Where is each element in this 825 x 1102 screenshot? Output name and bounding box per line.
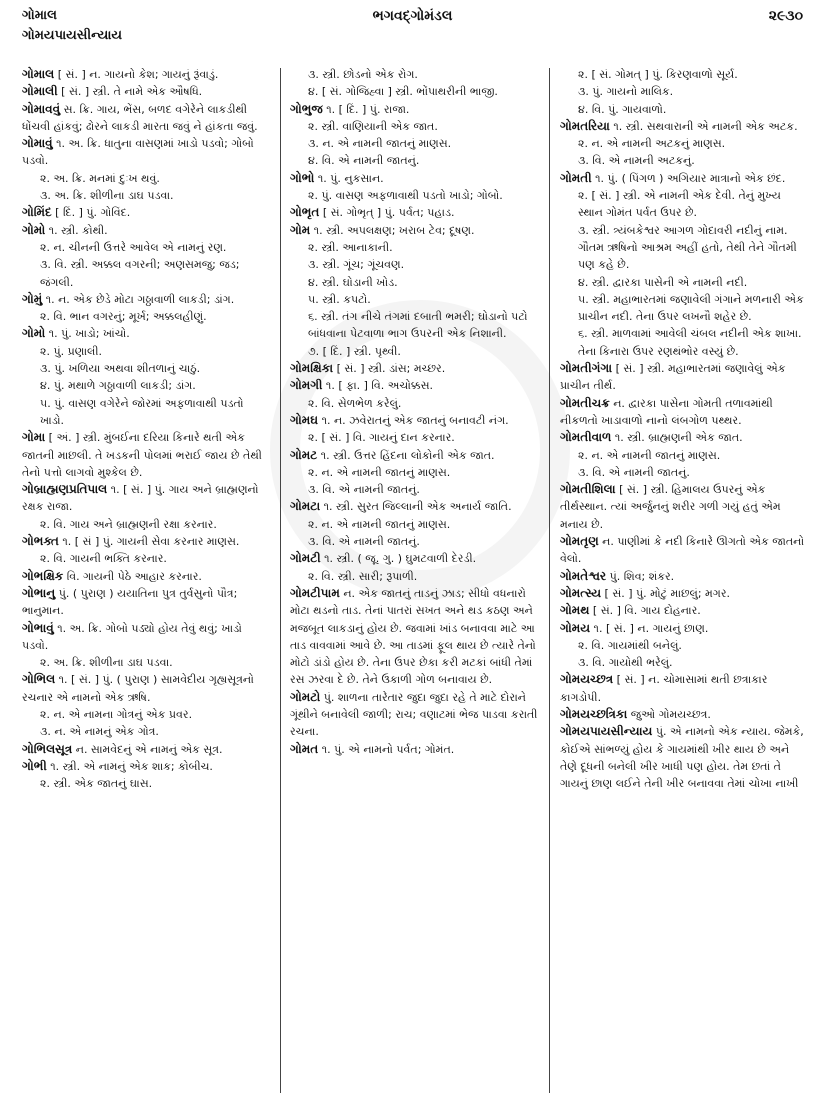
sense-line bbox=[560, 325, 805, 360]
header-last-word: ગોમયપાયસીન્યાય bbox=[22, 28, 123, 43]
dictionary-entry bbox=[22, 204, 268, 221]
sense-line bbox=[290, 568, 540, 585]
headword: ગોમટીપામ bbox=[290, 585, 340, 600]
definition-text: ૧. [ દિં. ] પું. રાજા. bbox=[322, 102, 410, 116]
definition-text: [ સં. ] સ્ત્રી. હિમાલય ઉપરનું એક તીર્થસ્થાન. ત્યાં અર્જુનનું શરીર ગળી ગયું હતું એમ મનાય છે. bbox=[560, 483, 781, 531]
headword: ગોભક્ત bbox=[22, 534, 59, 549]
sense-line bbox=[560, 187, 805, 222]
sense-line bbox=[560, 101, 805, 118]
sense-line bbox=[22, 516, 268, 533]
definition-text: ૨. અ. ક્રિ. મનમાં દુઃખ થવું. bbox=[40, 171, 160, 185]
sense-line bbox=[22, 239, 268, 256]
dictionary-entry bbox=[560, 706, 805, 723]
dictionary-entry bbox=[560, 395, 805, 430]
sense-line bbox=[290, 135, 540, 152]
definition-text: ૧. સ્ત્રી. સથવારાની એ નામની એક અટક. bbox=[609, 119, 798, 133]
definition-text: ૨. ન. એ નામના ગોત્રનું એક પ્રવર. bbox=[40, 707, 193, 721]
column-1 bbox=[22, 66, 268, 1096]
dictionary-entry bbox=[560, 481, 805, 533]
definition-text: ૩. વિ. એ નામની જાતનું. bbox=[308, 483, 420, 497]
definition-text: ૨. ન. ચીનની ઉત્તરે આવેલ એ નામનું રણ. bbox=[40, 240, 227, 254]
dictionary-entry bbox=[22, 101, 268, 136]
sense-line bbox=[560, 66, 805, 83]
dictionary-entry bbox=[22, 66, 268, 83]
headword: ગોમયચ્છત્રિકા bbox=[560, 706, 628, 721]
definition-text: ૩. અ. ક્રિ. શીળીના ડાઘ પડવા. bbox=[40, 189, 174, 203]
definition-text: ૩. સ્ત્રી. ત્ર્યંબકેશ્વર આગળ ગોદાવરી નદીનું નામ. ગૌતમ ઋષિનો આશ્રમ અહીં હતો, તેથી તેને ગૌતમી પણ કહે છે. bbox=[578, 223, 797, 272]
dictionary-entry bbox=[22, 620, 268, 655]
definition-text: ૨. ન. એ નામની જાતનું માણસ. bbox=[308, 465, 451, 479]
definition-text: ૩. વિ. સ્ત્રી. અક્કલ વગરની; અણસમજુ; જડ; જંગલી. bbox=[40, 258, 240, 289]
definition-text: ૧. પું. એ નામનો પર્વત; ગોમંત. bbox=[318, 742, 455, 756]
sense-line bbox=[560, 135, 805, 152]
headword: ગોમટો bbox=[290, 689, 321, 704]
definition-text: પું. શિવ; શંકર. bbox=[606, 569, 675, 583]
dictionary-entry bbox=[22, 325, 268, 342]
definition-text: ૨. [ સં. ] સ્ત્રી. એ નામની એક દેવી. તેનું મુખ્ય સ્થાન ગોમંત પર્વત ઉપર છે. bbox=[578, 189, 781, 220]
definition-text: ૨. [ સં. ] વિ. ગાયનું દાન કરનાર. bbox=[308, 431, 455, 445]
sense-line bbox=[22, 723, 268, 740]
sense-line bbox=[22, 360, 268, 377]
headword: ગોબ્રાહ્મણપ્રતિપાલ bbox=[22, 482, 108, 497]
dictionary-entry bbox=[22, 481, 268, 516]
headword: ગોમથ bbox=[560, 603, 590, 618]
headword: ગોમાલ bbox=[22, 67, 55, 81]
definition-text: ૩. વિ. એ નામની અટકનું. bbox=[578, 154, 695, 168]
definition-text: [ અં. ] સ્ત્રી. મુંબઈના દરિયા કિનારે થતી એક જાતની માછલી. તે ખડકની પોલમાં ભરાઈ જાય છે તેથી તેનો પત્તો લાગવો મુશ્કેલ છે. bbox=[22, 431, 262, 479]
sense-line bbox=[560, 464, 805, 481]
headword: ગોભી bbox=[22, 758, 47, 773]
definition-text: ૩. ન. એ નામનું એક ગોત્ર. bbox=[40, 725, 159, 739]
definition-text: ૭. [ દિં. ] સ્ત્રી. પૃથ્વી. bbox=[308, 344, 401, 358]
headword: ગોમતેશ્વર bbox=[560, 568, 607, 583]
definition-text: ન. સામવેદનું એ નામનું એક સૂત્ર. bbox=[72, 742, 223, 756]
definition-text: ૧. પું. ( પિંગળ ) અગિયાર માત્રાનો એક છંદ. bbox=[591, 171, 786, 185]
definition-text: ૨. સ્ત્રી. એક જાતનું ઘાસ. bbox=[40, 777, 153, 791]
definition-text: ૨. અ. ક્રિ. શીળીના ડાઘ પડવા. bbox=[40, 656, 173, 670]
dictionary-entry bbox=[22, 568, 268, 585]
sense-line bbox=[290, 187, 540, 204]
sense-line bbox=[290, 274, 540, 291]
headword: ગોમટા bbox=[290, 499, 321, 514]
sense-line bbox=[22, 377, 268, 394]
definition-text: ૫. સ્ત્રી. મહાભારતમાં જણાવેલી ગંગાને મળનારી એક પ્રાચીન નદી. તેના ઉપર લખનૌ શહેર છે. bbox=[578, 292, 804, 324]
headword: ગોમતીચક્ર bbox=[560, 395, 610, 410]
headword: ગોભક્ષિક bbox=[22, 568, 64, 583]
sense-line bbox=[290, 533, 540, 550]
definition-text: ૨. વિ. સ્ત્રી. સારી; રૂપાળી. bbox=[308, 569, 418, 583]
sense-line bbox=[290, 481, 540, 498]
definition-text: ૨. સ્ત્રી. આનાકાની. bbox=[308, 240, 393, 254]
definition-text: ૨. વિ. ગાય અને બ્રાહ્મણની રક્ષા કરનાર. bbox=[40, 517, 217, 531]
headword: ગોભૃત bbox=[290, 205, 320, 220]
definition-text: ૧. સ્ત્રી. ઉત્તર હિંદના લોકોની એક જાત. bbox=[317, 448, 495, 462]
definition-text: [ સં. ] પું. મોટું માછલું; મગર. bbox=[601, 586, 731, 600]
definition-text: ૨. વિ. સેળભેળ કરેલું. bbox=[308, 396, 402, 410]
sense-line bbox=[290, 395, 540, 412]
sense-line bbox=[290, 429, 540, 446]
headword: ગોમઘ bbox=[290, 412, 319, 427]
definition-text: ૨. પું. પ્રણાલી. bbox=[40, 344, 102, 358]
sense-line bbox=[290, 83, 540, 100]
definition-text: ૩. વિ. એ નામની જાતનું. bbox=[578, 465, 690, 479]
headword: ગોમયપાયસીન્યાય bbox=[560, 724, 653, 739]
definition-text: ૧. [ સં. ] ન. ગાયનું છાણ. bbox=[590, 621, 709, 635]
headword: ગોમત bbox=[290, 741, 319, 756]
dictionary-entry bbox=[290, 550, 540, 567]
dictionary-entry bbox=[22, 758, 268, 775]
definition-text: ૩. પું. ખળિયા અથવા શીતળાનું ચાઠું. bbox=[40, 362, 201, 376]
headword: ગોમટી bbox=[290, 551, 321, 566]
definition-text: [ સં. ગોભૃત્ ] પું. પર્વત; પહાડ. bbox=[319, 206, 455, 220]
sense-line bbox=[22, 395, 268, 430]
definition-text: [ સં. ] વિ. ગાય દોહનાર. bbox=[589, 604, 701, 618]
definition-text: ન. એક જાતનું તાડનું ઝાડ; સીધો વધનારો મોટા થડનો તાડ. તેનાં પાતરાં સખત અને થડ કઠણ અને મજબૂત લાકડાનું હોય છે. જવામાં ખાંડ બનાવવા માટે આ તાડ વાવવામાં આવે છે. આ તાડમાં ફૂલ થાય છે ત્યારે તેનો મોટો ડાંડો હોય છે. તેના ઉપર છેકા કરી મટકાં બાંધી તેમાં રસ ઝરવા દે છે. તેને ઉકાળી ગોળ બનાવાય છે. bbox=[290, 586, 536, 687]
sense-line bbox=[290, 343, 540, 360]
definition-text: ૨. સ્ત્રી. વાણિયાની એક જાત. bbox=[308, 119, 438, 133]
definition-text: જુઓ ગોમયચ્છત્ર. bbox=[627, 707, 711, 721]
sense-line bbox=[290, 118, 540, 135]
definition-text: પું. શાળના તારેતાર જુદા જુદા રહે તે માટે દોરાને ગૂંથીને બનાવેલી જાળી; રાચ; વણાટમાં ભેજ પાડવા કરાતી રચના. bbox=[290, 690, 538, 739]
headword: ગોમાવું bbox=[22, 136, 53, 151]
definition-text: ૧. પું. ખાડો; ખાંચો. bbox=[45, 327, 130, 341]
sense-line bbox=[22, 187, 268, 204]
dictionary-entry bbox=[290, 101, 540, 118]
definition-text: ૧. સ્ત્રી. બ્રાહ્મણની એક જાત. bbox=[611, 431, 743, 445]
definition-text: ૩. સ્ત્રી. ગૂંચ; ગૂંચવણ. bbox=[308, 258, 405, 272]
sense-line bbox=[560, 152, 805, 169]
definition-text: ૨. વિ. ગાયમાંથી બનેલું. bbox=[578, 638, 682, 652]
sense-line bbox=[22, 654, 268, 671]
headword: ગોમતૃણ bbox=[560, 534, 599, 549]
headword: ગોમતીશિલા bbox=[560, 482, 616, 497]
headword: ગોભુજ bbox=[290, 101, 323, 116]
headword: ગોમગી bbox=[290, 378, 323, 393]
headword: ગોમતીવાળ bbox=[560, 430, 612, 445]
dictionary-entry bbox=[560, 620, 805, 637]
sense-line bbox=[290, 516, 540, 533]
definition-text: [ દિં. ] પું. ગોવિંદ. bbox=[51, 206, 131, 220]
sense-line bbox=[560, 222, 805, 274]
sense-line bbox=[560, 654, 805, 671]
definition-text: ૧. [ ફા. ] વિ. અચોક્કસ. bbox=[322, 379, 434, 393]
definition-text: ૬. સ્ત્રી. તંગ નીચે તંગમાં દબાતી ભમરી; ઘોડાનો પટો બાંધવાના પેટવાળા ભાગ ઉપરની એક નિશાની. bbox=[308, 310, 528, 341]
column-divider bbox=[549, 68, 550, 1093]
sense-line bbox=[290, 308, 540, 343]
dictionary-entry bbox=[290, 360, 540, 377]
dictionary-entry bbox=[560, 568, 805, 585]
sense-line bbox=[22, 550, 268, 567]
headword: ગોમટ bbox=[290, 447, 318, 462]
headword: ગોભાવું bbox=[22, 620, 54, 635]
definition-text: ૩. પું. ગાયનો માલિક. bbox=[578, 85, 674, 99]
definition-text: [ સં. ] ન. ગાયનો કેશ; ગાયનું રૂંવાડું. bbox=[54, 68, 219, 81]
definition-text: ૧. અ. ક્રિ. ગોબો પડ્યો હોય તેવું થવું; ખાડો પડવો. bbox=[22, 621, 242, 652]
headword: ગોમું bbox=[22, 291, 43, 306]
sense-line bbox=[290, 256, 540, 273]
definition-text: ૧. [ સં ] પું. ગાયની સેવા કરનાર માણસ. bbox=[58, 535, 240, 549]
dictionary-entry bbox=[22, 83, 268, 100]
headword: ગોભિલસૂત્ર bbox=[22, 741, 73, 756]
definition-text: ૧. સ્ત્રી. સુરત જિલ્લાની એક અનાર્ય જાતિ. bbox=[320, 500, 512, 514]
dictionary-entry bbox=[290, 204, 540, 221]
definition-text: સ. ક્રિ. ગાય, ભેંસ, બળદ વગેરેને લાકડીથી ધોંચવી હાંકવું; ઢોરને લાકડી મારતા જવું ને હાંકતા જવું. bbox=[22, 102, 258, 133]
sense-line bbox=[22, 256, 268, 291]
definition-text: [ સં. ] સ્ત્રી. ડાંસ; મચ્છર. bbox=[333, 362, 446, 376]
dictionary-entry bbox=[560, 533, 805, 568]
dictionary-entry bbox=[22, 741, 268, 758]
headword: ગોમાલી bbox=[22, 84, 58, 99]
column-divider bbox=[280, 68, 281, 1093]
definition-text: ૫. પું. વાસણ વગેરેને જોરમાં અફળાવાથી પડતો ખાડો. bbox=[40, 396, 244, 427]
headword: ગોમતરિયા bbox=[560, 118, 610, 133]
dictionary-entry bbox=[22, 585, 268, 620]
dictionary-entry bbox=[560, 360, 805, 395]
headword: ગોમિંદ bbox=[22, 205, 52, 220]
definition-text: ૨. વિ. ગાયની ભક્તિ કરનાર. bbox=[40, 552, 167, 566]
dictionary-entry bbox=[22, 429, 268, 481]
definition-text: પું. ( પુરાણ ) યયાતિના પુત્ર તુર્વસુનો પૌત્ર; ભાનુમાન. bbox=[22, 586, 238, 618]
definition-text: ૪. સ્ત્રી. ઘોડાની ખોડ. bbox=[308, 275, 398, 289]
headword: ગોમયચ્છત્ર bbox=[560, 672, 614, 687]
definition-text: ૧. સ્ત્રી. એ નામનું એક શાક; કોબીચ. bbox=[46, 759, 213, 773]
dictionary-entry bbox=[290, 498, 540, 515]
headword: ગોમા bbox=[22, 430, 46, 445]
sense-line bbox=[290, 291, 540, 308]
headword: ગોમતી bbox=[560, 170, 592, 185]
headword: ગોભાનુ bbox=[22, 585, 56, 600]
dictionary-entry bbox=[290, 377, 540, 394]
headword: ગોભિલ bbox=[22, 672, 56, 687]
definition-text: ૨. [ સં. ગોમત્ ] પું. કિરણવાળો સૂર્ય. bbox=[578, 68, 738, 81]
dictionary-entry bbox=[560, 585, 805, 602]
definition-text: ૨. ન. એ નામની જાતનું માણસ. bbox=[578, 448, 721, 462]
dictionary-entry bbox=[560, 723, 805, 792]
headword: ગોમ bbox=[290, 222, 311, 237]
sense-line bbox=[290, 239, 540, 256]
definition-text: ૬. સ્ત્રી. માળવામાં આવેલી ચંબલ નદીની એક શાખા. તેના કિનારા ઉપર રણથંભોર વસ્યું છે. bbox=[578, 327, 802, 358]
sense-line bbox=[560, 637, 805, 654]
definition-text: ૨. ન. એ નામની અટકનું માણસ. bbox=[578, 137, 726, 151]
headword: ગોમો bbox=[22, 326, 46, 341]
definition-text: ૧. અ. ક્રિ. ધાતુના વાસણમાં ખાડો પડવો; ગોબો પડવો. bbox=[22, 137, 254, 168]
dictionary-entry bbox=[22, 222, 268, 239]
sense-line bbox=[22, 775, 268, 792]
definition-text: ૩. વિ. ગાયોથી ભરેલું. bbox=[578, 656, 673, 670]
sense-line bbox=[22, 308, 268, 325]
dictionary-entry bbox=[290, 222, 540, 239]
dictionary-entry bbox=[290, 689, 540, 741]
definition-text: [ સં. ] સ્ત્રી. તે નામે એક ઔષધિ. bbox=[57, 85, 203, 99]
definition-text: ૫. સ્ત્રી. કપટો. bbox=[308, 292, 371, 306]
dictionary-entry bbox=[560, 671, 805, 706]
headword: ગોભો bbox=[290, 170, 315, 185]
headword: ગોમતીગંગા bbox=[560, 361, 613, 376]
sense-line bbox=[22, 343, 268, 360]
definition-text: ૧. પું. નુકસાન. bbox=[314, 171, 384, 185]
definition-text: [ સં. ] સ્ત્રી. મહાભારતમાં જણાવેલું એક પ્રાચીન તીર્થ. bbox=[560, 362, 786, 393]
dictionary-entry bbox=[22, 671, 268, 706]
headword: ગોમક્ષિકા bbox=[290, 361, 334, 376]
definition-text: ૧. [ સં. ] પું. ( પુરાણ ) સામવેદીય ગૃહ્યસૂત્રનો રચનાર એ નામનો એક ઋષિ. bbox=[22, 673, 254, 704]
sense-line bbox=[22, 706, 268, 723]
sense-line bbox=[560, 447, 805, 464]
headword: ગોમાવવું bbox=[22, 101, 61, 116]
definition-text: ૪. વિ. પું. ગાયવાળો. bbox=[578, 102, 667, 116]
dictionary-entry bbox=[290, 170, 540, 187]
column-3 bbox=[560, 66, 805, 1096]
definition-text: ૩. ન. એ નામની જાતનું માણસ. bbox=[308, 137, 452, 151]
dictionary-entry bbox=[22, 135, 268, 170]
sense-line bbox=[22, 170, 268, 187]
definition-text: ૨. પું. વાસણ અફળાવાથી પડતો ખાડો; ગોબો. bbox=[308, 189, 503, 203]
header-first-word: ગોમાલ bbox=[22, 8, 57, 23]
definition-text: ૧. સ્ત્રી. અપલક્ષણ; ખરાબ ટેવ; દૂષણ. bbox=[310, 223, 475, 237]
definition-text: ૧. ન. ઝવેરાતનું એક જાતનું બનાવટી નંગ. bbox=[318, 413, 509, 427]
headword: ગોમય bbox=[560, 620, 591, 635]
dictionary-entry bbox=[560, 429, 805, 446]
definition-text: ૪. [ સં. ગોજિહ્વા ] સ્ત્રી. ભોંપાથરીની ભાજી. bbox=[308, 85, 498, 99]
headword: ગોમત્સ્ય bbox=[560, 585, 602, 600]
sense-line bbox=[560, 291, 805, 326]
definition-text: પું. એ નામનો એક ન્યાય. જેમકે, કોઈએ સાંભળ્યું હોય કે ગાયમાંથી ખીર થાય છે અને તેણે દૂધની બનેલી ખીર ખાધી પણ હોય. તેમ છતાં તે ગાયનું છાણ લઈને તેની ખીર બનાવવા તેમાં ચોખા નાખી bbox=[560, 725, 804, 791]
definition-text: ૩. સ્ત્રી. છોડનો એક રોગ. bbox=[308, 68, 418, 81]
sense-line bbox=[560, 83, 805, 100]
column-2 bbox=[290, 66, 540, 1096]
dictionary-entry bbox=[560, 602, 805, 619]
definition-text: [ સં. ] ન. ચોમાસામાં થતી છત્રાકાર કાગડોપી. bbox=[560, 673, 768, 704]
definition-text: ૪. પું. મથાળે ગઠ્ઠાવાળી લાકડી; ડાંગ. bbox=[40, 379, 196, 393]
sense-line bbox=[560, 274, 805, 291]
dictionary-entry bbox=[290, 412, 540, 429]
definition-text: વિ. ગાયની પેઠે આહાર કરનાર. bbox=[63, 569, 202, 583]
dictionary-entry bbox=[290, 585, 540, 689]
dictionary-entry bbox=[22, 291, 268, 308]
sense-line bbox=[290, 464, 540, 481]
definition-text: ન. દ્વારકા પાસેના ગોમતી તળાવમાંથી નીકળતો ખાડાવાળો નાનો લંબગોળ પથ્થર. bbox=[560, 396, 773, 427]
definition-text: ૧. [ સં. ] પું. ગાય અને બ્રાહ્મણનો રક્ષક રાજા. bbox=[22, 483, 259, 514]
definition-text: ૧. ન. એક છેડે મોટા ગઠ્ઠાવાળી લાકડી; ડાંગ. bbox=[42, 292, 235, 306]
sense-line bbox=[290, 66, 540, 83]
definition-text: ૪. વિ. એ નામની જાતનું. bbox=[308, 154, 420, 168]
dictionary-entry bbox=[22, 533, 268, 550]
dictionary-entry bbox=[290, 447, 540, 464]
definition-text: ૩. વિ. એ નામની જાતનું. bbox=[308, 535, 420, 549]
definition-text: ૧. સ્ત્રી. કોથી. bbox=[45, 223, 108, 237]
headword: ગોમો bbox=[22, 222, 46, 237]
dictionary-entry bbox=[290, 741, 540, 758]
definition-text: ૧. સ્ત્રી. ( જૂ. ગુ. ) ઘુમટવાળી દેરડી. bbox=[320, 552, 477, 566]
page-number: ૨૯૩૦ bbox=[768, 8, 803, 24]
definition-text: ૨. ન. એ નામની જાતનું માણસ. bbox=[308, 517, 451, 531]
header-title: ભગવદ્ગોમંડલ bbox=[372, 8, 453, 24]
page-header bbox=[22, 6, 803, 66]
dictionary-entry bbox=[560, 170, 805, 187]
definition-text: ૪. સ્ત્રી. દ્વારકા પાસેની એ નામની નદી. bbox=[578, 275, 748, 289]
dictionary-entry bbox=[560, 118, 805, 135]
definition-text: ૨. વિ. ભાન વગરનું; મૂર્ખ; અક્કલહીણું. bbox=[40, 310, 207, 324]
definition-text: ન. પાણીમાં કે નદી કિનારે ઊગતો એક જાતનો વેલો. bbox=[560, 535, 805, 566]
sense-line bbox=[290, 152, 540, 169]
